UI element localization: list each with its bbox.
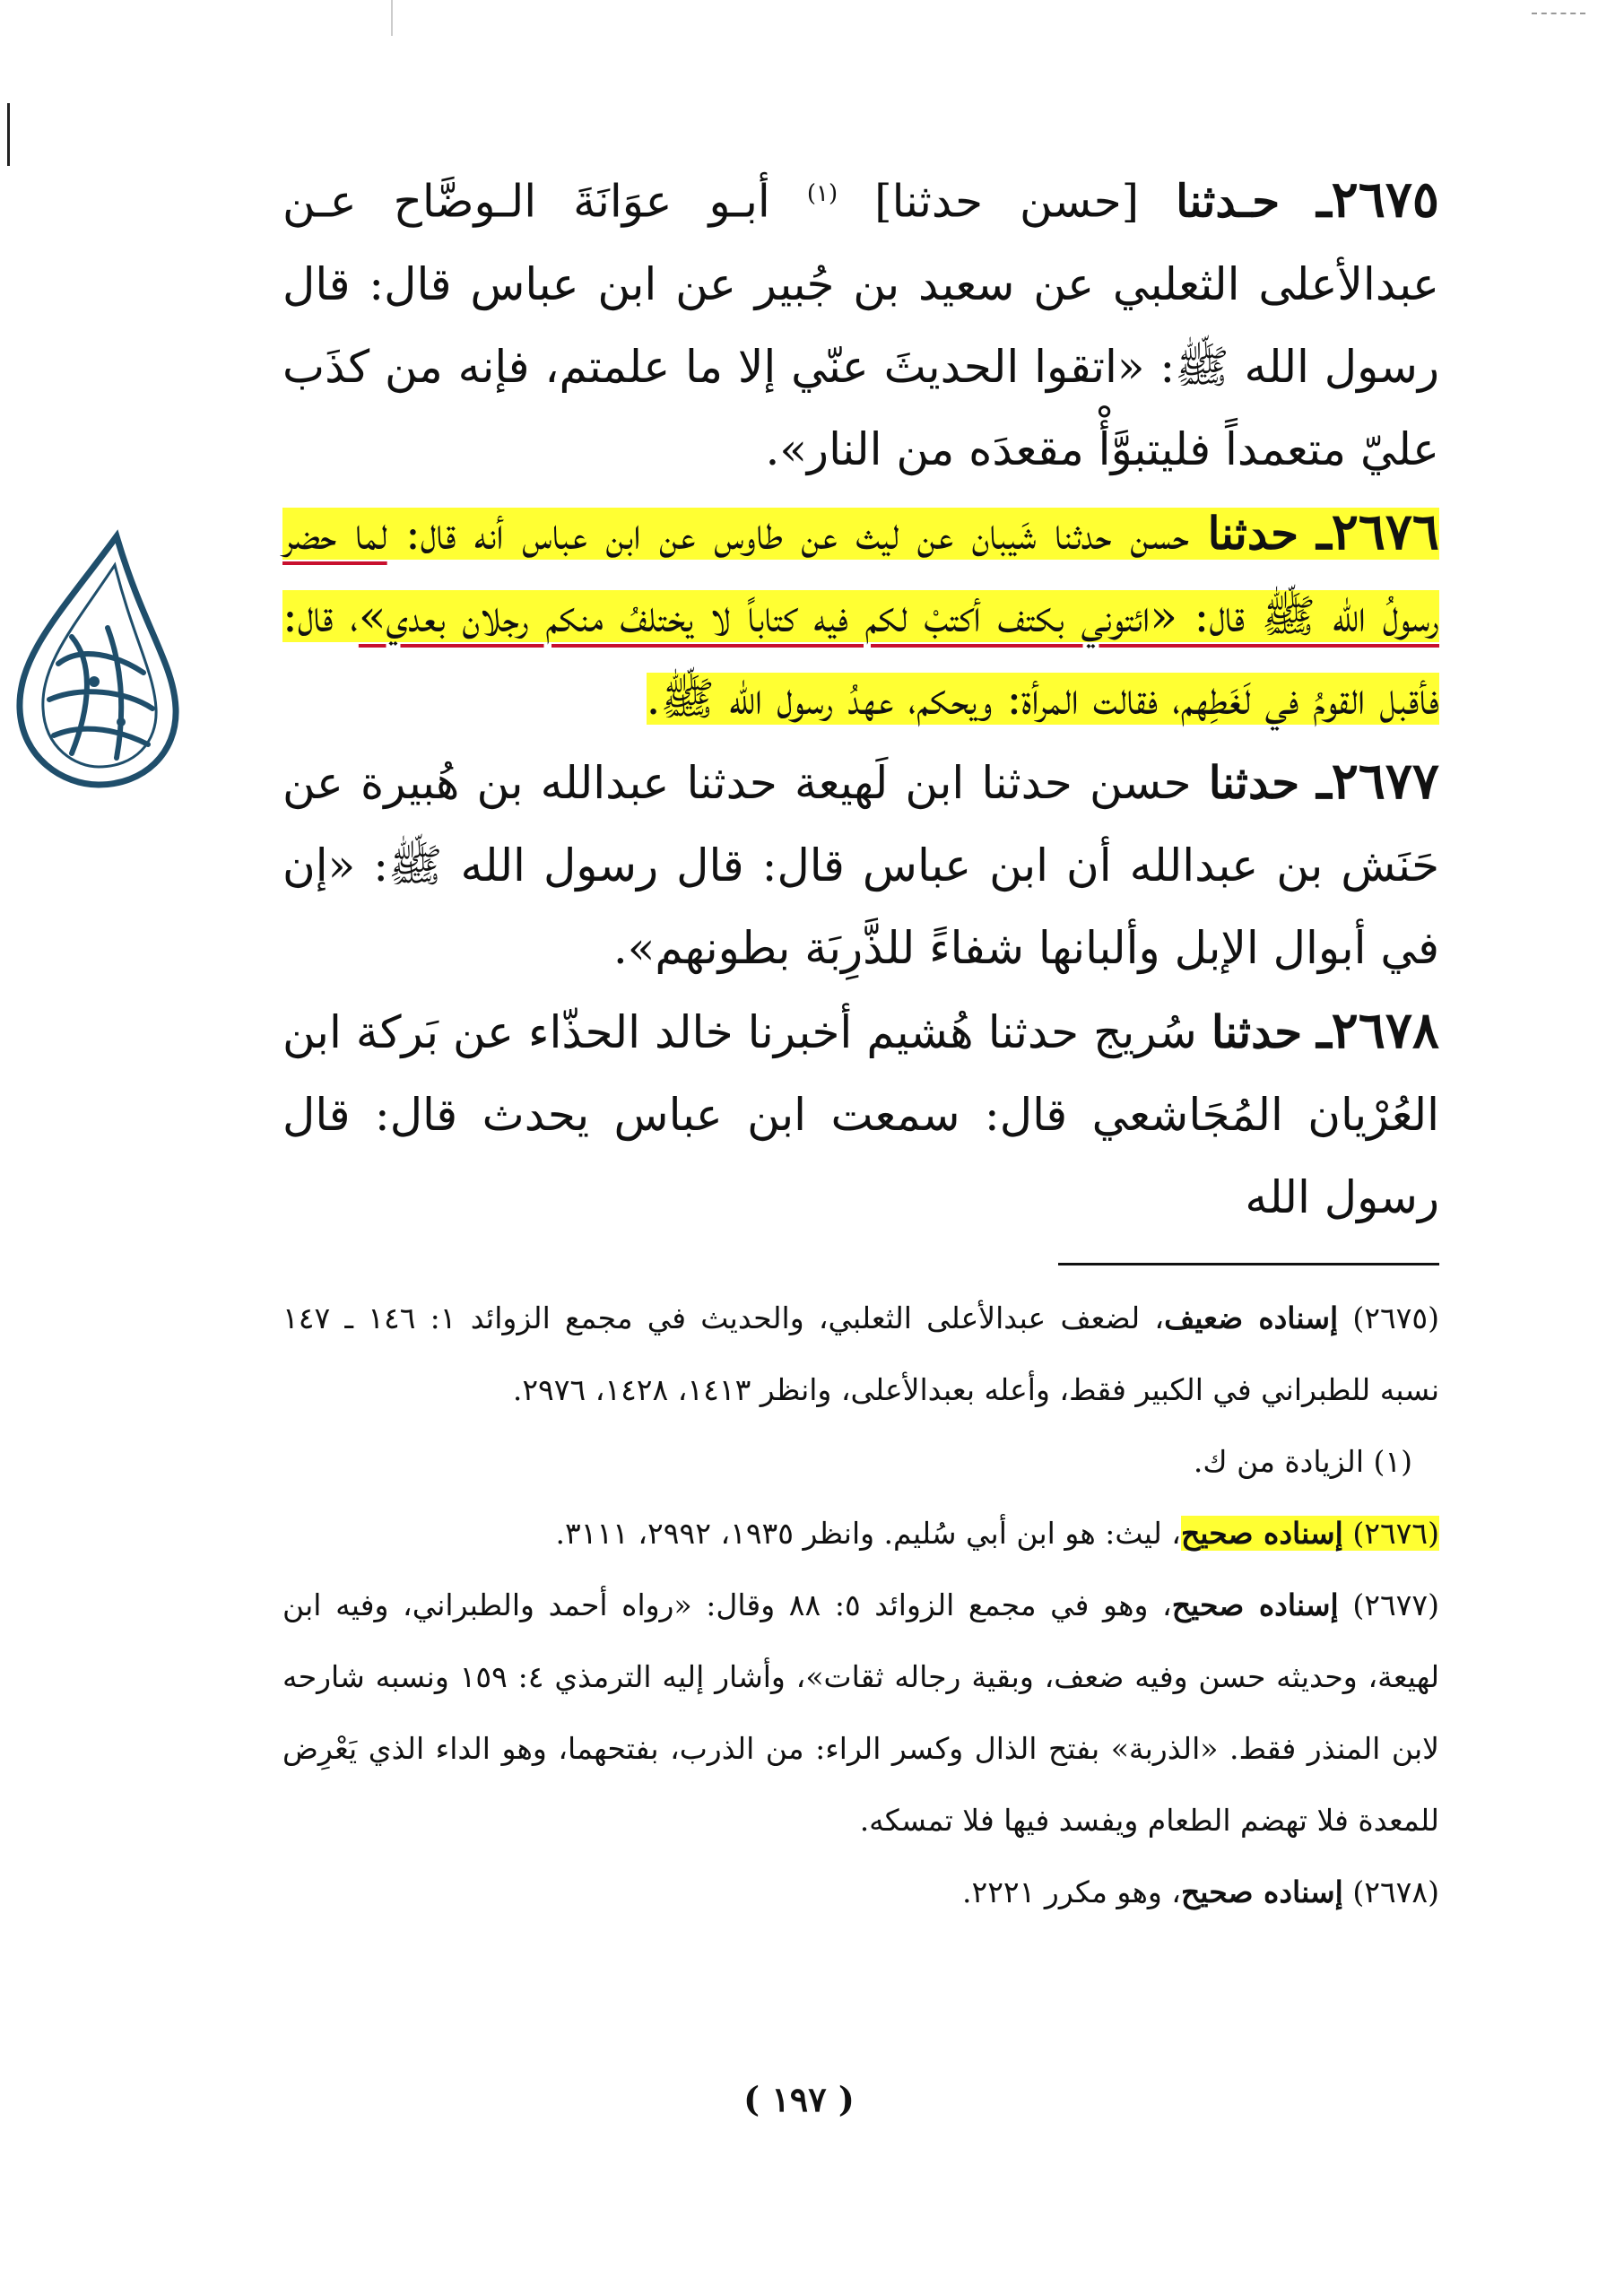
hadith-number: ٢٦٧٥ـ <box>1316 170 1439 230</box>
footnote-ref: (٢٦٧٦) <box>1352 1516 1439 1551</box>
footnote-2676 <box>282 1498 1439 1570</box>
footnote-text: ، وهو مكرر ٢٢٢١. <box>961 1874 1181 1909</box>
footnote-2677 <box>282 1570 1439 1857</box>
hadith-keyword: حدثنا <box>1208 755 1300 809</box>
hadith-text: حسن حدثنا شَيبان عن ليث عن طاوس عن ابن عباس أنه قال: <box>404 507 1190 560</box>
footnote-ref: (١) <box>1373 1444 1412 1479</box>
hadith-2675 <box>282 152 1439 491</box>
footnote-text: الزيادة من ك. <box>1193 1444 1365 1479</box>
footnote-ref: (٢٦٧٨) <box>1352 1874 1439 1909</box>
highlighted-footnote-head <box>1181 1516 1439 1551</box>
scan-artifact-top <box>391 0 393 36</box>
hadith-number: ٢٦٧٧ـ <box>1316 751 1439 811</box>
hadith-number: ٢٦٧٨ـ <box>1316 1000 1439 1060</box>
highlighted-text <box>282 501 1439 725</box>
footnote-keyword: إسناده صحيح <box>1180 1516 1343 1551</box>
hadith-text: أبـو عوَانَةَ الـوضَّاح عـن عبدالأعلى الثعلبي عن سعيد بن جُبير عن ابن عباس قال: قال رسول الله ﷺ: «اتقوا الحديثَ عنّي إلا ما علمتم، فإنه من كذَب عليّ متعمداً فليتبوَّأْ مقعدَه من النار». <box>282 175 1439 475</box>
footnote-text: ، لضعف عبدالأعلى الثعلبي، والحديث في مجمع الزوائد ١: ١٤٦ ـ ١٤٧ نسبه للطبراني في الكبير فقط، وأعله بعبدالأعلى، وانظر ١٤١٣، ١٤٢٨، ٢٩٧٦. <box>282 1300 1439 1407</box>
underlined-text: لما حضر رسولُ الله ﷺ قال: «ائتوني بكتف أكتبْ لكم فيه كتاباً لا يختلفُ منكم رجلان بعدي» <box>282 507 1439 642</box>
page-number: ( ١٩٧ ) <box>743 2079 855 2119</box>
footnote-text: ، ليث: هو ابن أبي سُليم. وانظر ١٩٣٥، ٢٩٩٢، ٣١١١. <box>555 1516 1181 1551</box>
footnote-ref: (٢٦٧٧) <box>1352 1587 1439 1622</box>
hadith-text-end: ، قال: فأقبل القومُ في لَغَطِهم، فقالت المرأة: ويحكم، عهدُ رسول الله ﷺ. <box>282 589 1439 725</box>
watermark-logo-icon <box>9 529 184 789</box>
footnote-2675 <box>282 1283 1439 1426</box>
hadith-2678 <box>282 989 1439 1239</box>
hadith-addition: [حسن حدثنا] <box>874 175 1140 228</box>
hadith-number: ٢٦٧٦ـ <box>1316 501 1439 561</box>
footnote-text: ، وهو في مجمع الزوائد ٥: ٨٨ وقال: «رواه أحمد والطبراني، وفيه ابن لهيعة، وحديثه حسن وفيه ضعف، وبقية رجاله ثقات»، وأشار إليه الترمذي ٤: ١٥٩ ونسبه شارحه لابن المنذر فقط. «الذربة» بفتح الذال وكسر الراء: من الذرب، بفتحهما، وهو الداء الذي يَعْرِض للمعدة فلا تهضم الطعام ويفسد فيها فلا تمسكه. <box>282 1587 1439 1838</box>
footnote-keyword: إسناده ضعيف <box>1164 1300 1339 1335</box>
footnote-ref: (٢٦٧٥) <box>1352 1300 1439 1335</box>
scan-artifact-left <box>7 103 10 166</box>
footnote-separator <box>1058 1263 1439 1265</box>
footnotes <box>282 1283 1439 1928</box>
footnote-1 <box>282 1426 1439 1498</box>
scan-artifact-dash <box>1532 13 1585 14</box>
footnote-keyword: إسناده صحيح <box>1171 1587 1339 1622</box>
hadith-text: حسن حدثنا ابن لَهيعة حدثنا عبدالله بن هُبيرة عن حَنَش بن عبدالله أن ابن عباس قال: قال رسول الله ﷺ: «إن في أبوال الإبل وألبانها شفاءً للذَّرِبَة بطونهم». <box>282 756 1439 974</box>
footnote-marker: (١) <box>806 180 838 207</box>
footnote-keyword: إسناده صحيح <box>1180 1874 1343 1909</box>
hadith-text: سُريج حدثنا هُشيم أخبرنا خالد الحذّاء عن بَركة ابن العُرْيان المُجَاشعي قال: سمعت ابن عباس يحدث قال: قال رسول الله <box>282 1005 1439 1223</box>
hadith-keyword: حدثنا <box>1211 1004 1303 1058</box>
main-text <box>282 152 1439 1239</box>
hadith-keyword: حـدثنا <box>1176 174 1281 228</box>
hadith-keyword: حدثنا <box>1207 506 1298 560</box>
footnote-2678 <box>282 1857 1439 1928</box>
hadith-2676 <box>282 491 1439 740</box>
hadith-2677 <box>282 740 1439 989</box>
